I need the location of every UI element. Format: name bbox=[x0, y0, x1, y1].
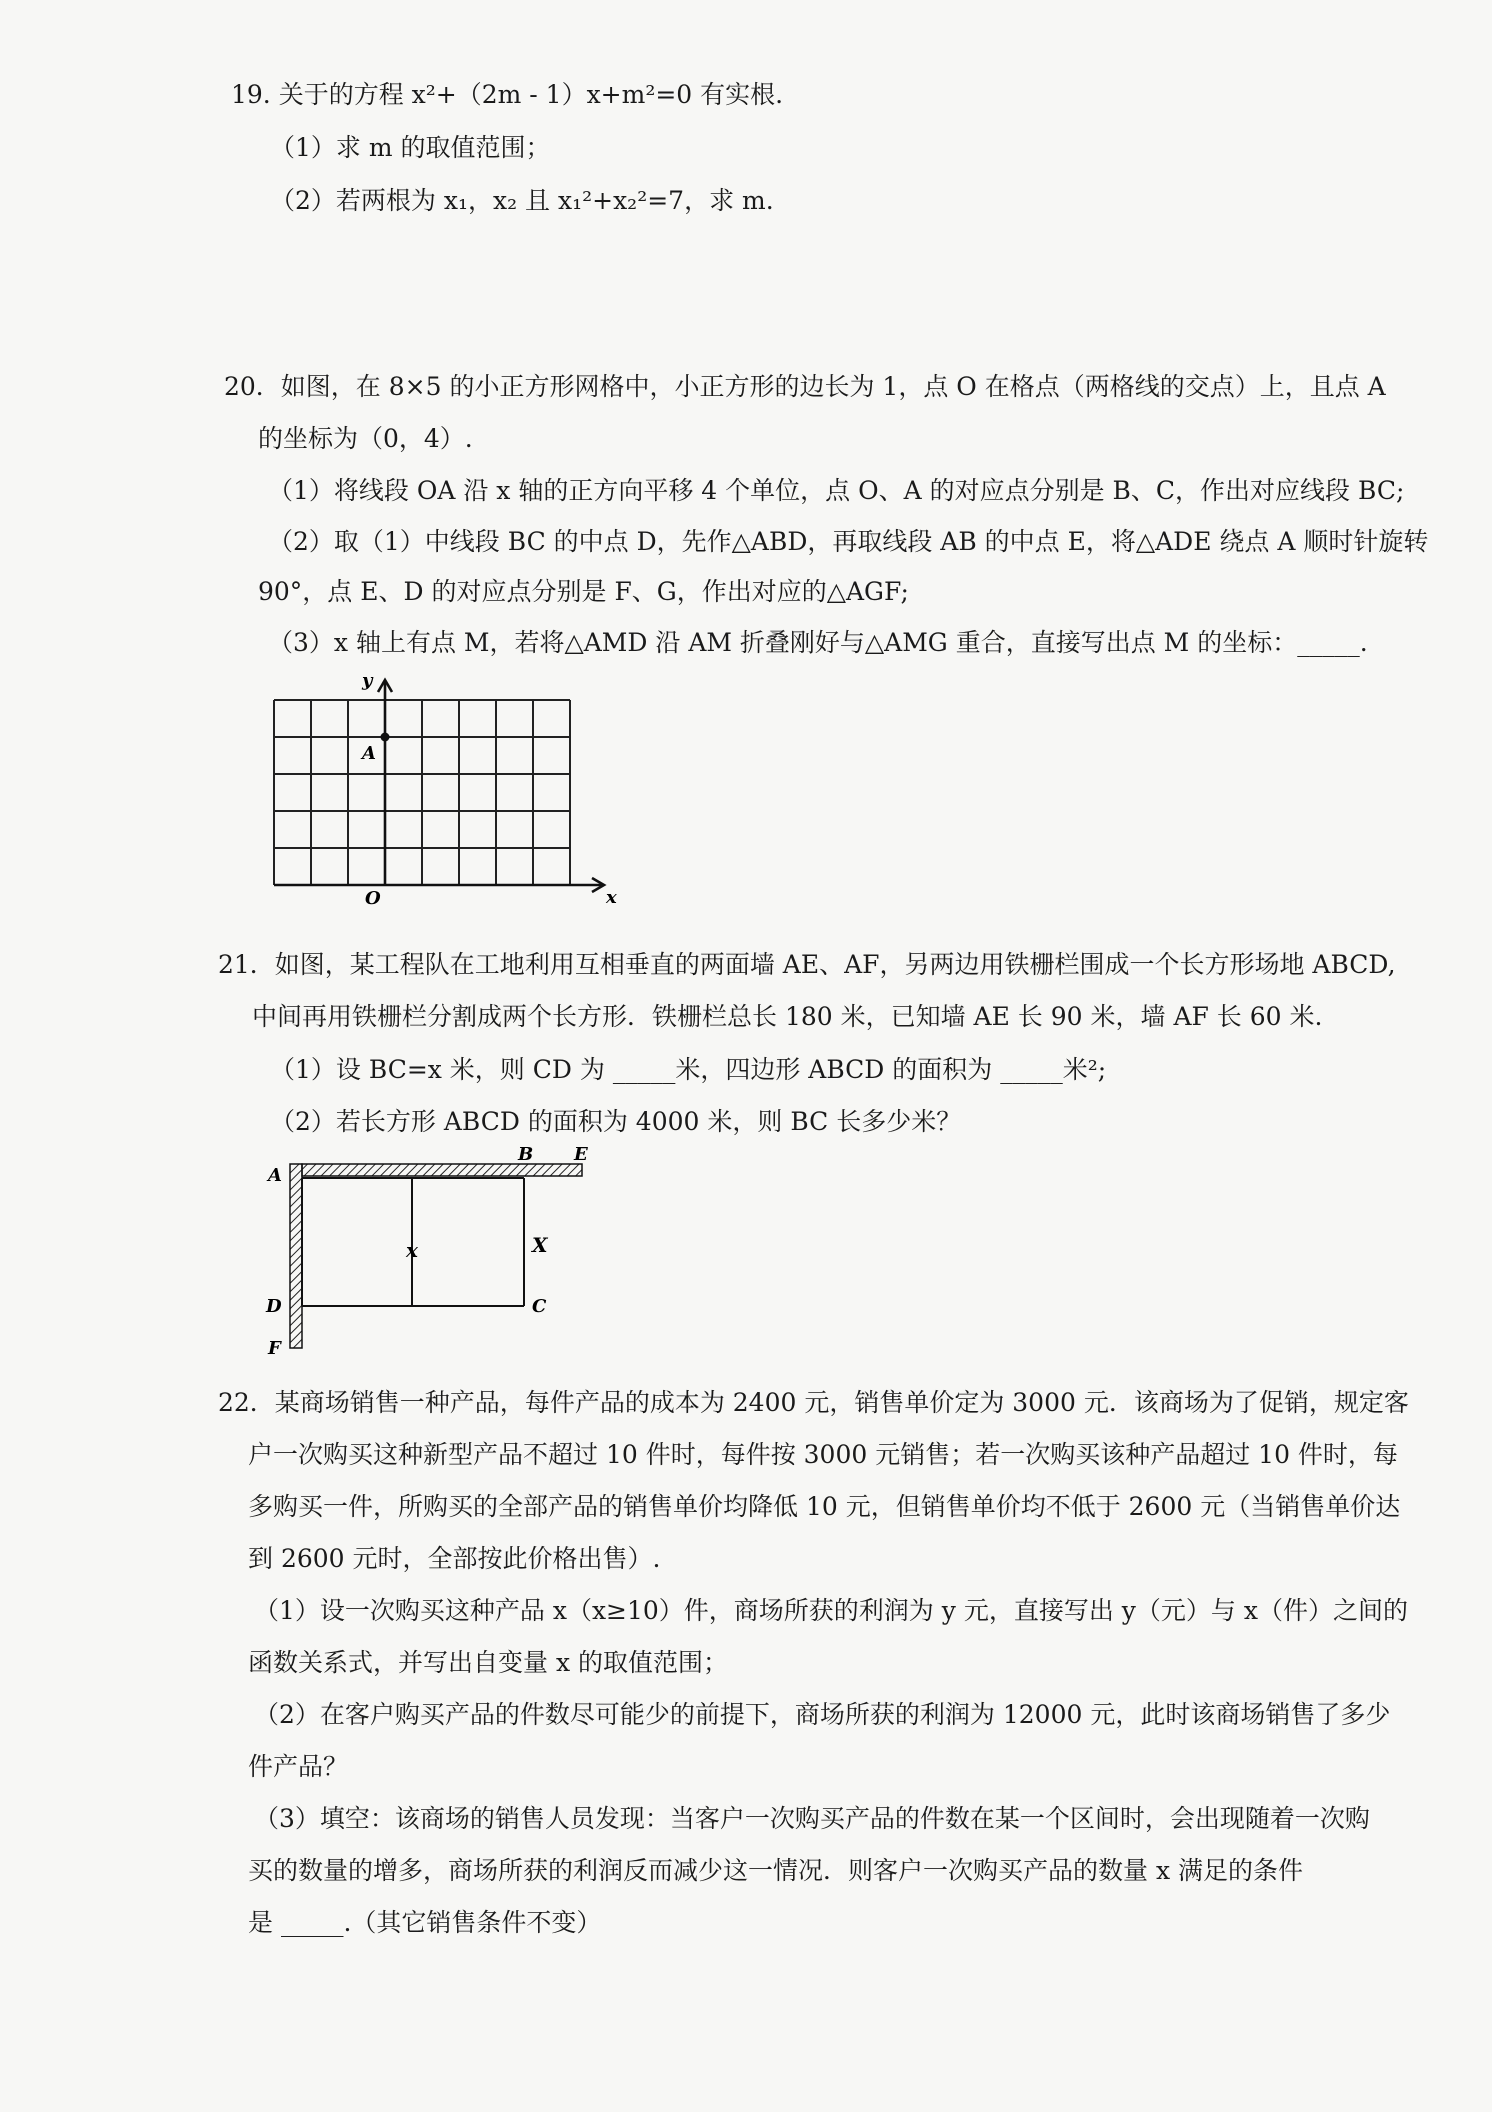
q20-grid-figure bbox=[250, 666, 630, 922]
coordinate-grid bbox=[250, 666, 630, 916]
q21-wall-figure bbox=[250, 1136, 610, 1362]
wall-af bbox=[290, 1164, 302, 1348]
y-axis-label: y bbox=[362, 670, 373, 691]
q22-part3-line2: 买的数量的增多，商场所获的利润反而减少这一情况．则客户一次购买产品的数量 x 满足的条件 bbox=[248, 1856, 1303, 1885]
q19-stem: 19. 关于的方程 x²+（2m - 1）x+m²=0 有实根. bbox=[231, 80, 784, 109]
label-a: A bbox=[268, 1165, 282, 1186]
q22-part1-line2: 函数关系式，并写出自变量 x 的取值范围； bbox=[248, 1648, 728, 1677]
q22-part2-line2: 件产品？ bbox=[248, 1752, 349, 1781]
q22-line2: 户一次购买这种新型产品不超过 10 件时，每件按 3000 元销售；若一次购买该种产品超过 10 件时，每 bbox=[248, 1440, 1398, 1469]
point-a-dot bbox=[381, 733, 390, 742]
q22-part3-line3: 是 _____.（其它销售条件不变） bbox=[248, 1908, 602, 1937]
q20-part2-line2: 90°，点 E、D 的对应点分别是 F、G，作出对应的△AGF; bbox=[258, 577, 909, 606]
origin-label: O bbox=[365, 888, 381, 909]
q21-part1: （1）设 BC=x 米，则 CD 为 _____米，四边形 ABCD 的面积为 _____米²; bbox=[270, 1055, 1107, 1084]
label-side-x: X bbox=[532, 1233, 548, 1257]
q21-stem-line2: 中间再用铁栅栏分割成两个长方形．铁栅栏总长 180 米，已知墙 AE 长 90 米，墙 AF 长 60 米. bbox=[252, 1002, 1323, 1031]
q20-part1: （1）将线段 OA 沿 x 轴的正方向平移 4 个单位，点 O、A 的对应点分别是 B、C，作出对应线段 BC; bbox=[268, 476, 1405, 505]
label-b: B bbox=[518, 1144, 534, 1165]
q22-part2-line1: （2）在客户购买产品的件数尽可能少的前提下，商场所获的利润为 12000 元，此时该商场销售了多少 bbox=[254, 1700, 1391, 1729]
q22-part3-line1: （3）填空：该商场的销售人员发现：当客户一次购买产品的件数在某一个区间时，会出现随着一次购 bbox=[254, 1804, 1370, 1833]
label-f: F bbox=[268, 1338, 281, 1356]
point-a-label: A bbox=[362, 743, 376, 764]
q21-part2: （2）若长方形 ABCD 的面积为 4000 米，则 BC 长多少米？ bbox=[270, 1107, 962, 1136]
q20-stem-line1: 20．如图，在 8×5 的小正方形网格中，小正方形的边长为 1，点 O 在格点（两格线的交点）上，且点 A bbox=[224, 372, 1386, 401]
q20-part2-line1: （2）取（1）中线段 BC 的中点 D，先作△ABD，再取线段 AB 的中点 E，将△ADE 绕点 A 顺时针旋转 bbox=[268, 527, 1429, 556]
label-middle-x: x bbox=[406, 1238, 418, 1262]
q22-line4: 到 2600 元时，全部按此价格出售）. bbox=[248, 1544, 661, 1573]
q21-stem-line1: 21．如图，某工程队在工地利用互相垂直的两面墙 AE、AF，另两边用铁栅栏围成一个长方形场地 ABCD, bbox=[218, 950, 1396, 979]
q19-part2: （2）若两根为 x₁，x₂ 且 x₁²+x₂²=7，求 m. bbox=[270, 186, 774, 215]
label-c: C bbox=[532, 1296, 547, 1317]
q22-part1-line1: （1）设一次购买这种产品 x（x≥10）件，商场所获的利润为 y 元，直接写出 y（元）与 x（件）之间的 bbox=[254, 1596, 1408, 1625]
label-d: D bbox=[266, 1296, 282, 1317]
q22-line1: 22．某商场销售一种产品，每件产品的成本为 2400 元，销售单价定为 3000 元．该商场为了促销，规定客 bbox=[218, 1388, 1409, 1417]
fence-diagram bbox=[250, 1136, 610, 1356]
q22-line3: 多购买一件，所购买的全部产品的销售单价均降低 10 元，但销售单价均不低于 2600 元（当销售单价达 bbox=[248, 1492, 1401, 1521]
q20-part3: （3）x 轴上有点 M，若将△AMD 沿 AM 折叠刚好与△AMG 重合，直接写出点 M 的坐标：_____. bbox=[268, 628, 1368, 657]
q19-part1: （1）求 m 的取值范围； bbox=[270, 133, 551, 162]
q20-stem-line2: 的坐标为（0，4）. bbox=[258, 424, 473, 453]
wall-ae bbox=[302, 1164, 582, 1176]
label-e: E bbox=[574, 1144, 588, 1165]
x-axis-label: x bbox=[606, 887, 617, 908]
